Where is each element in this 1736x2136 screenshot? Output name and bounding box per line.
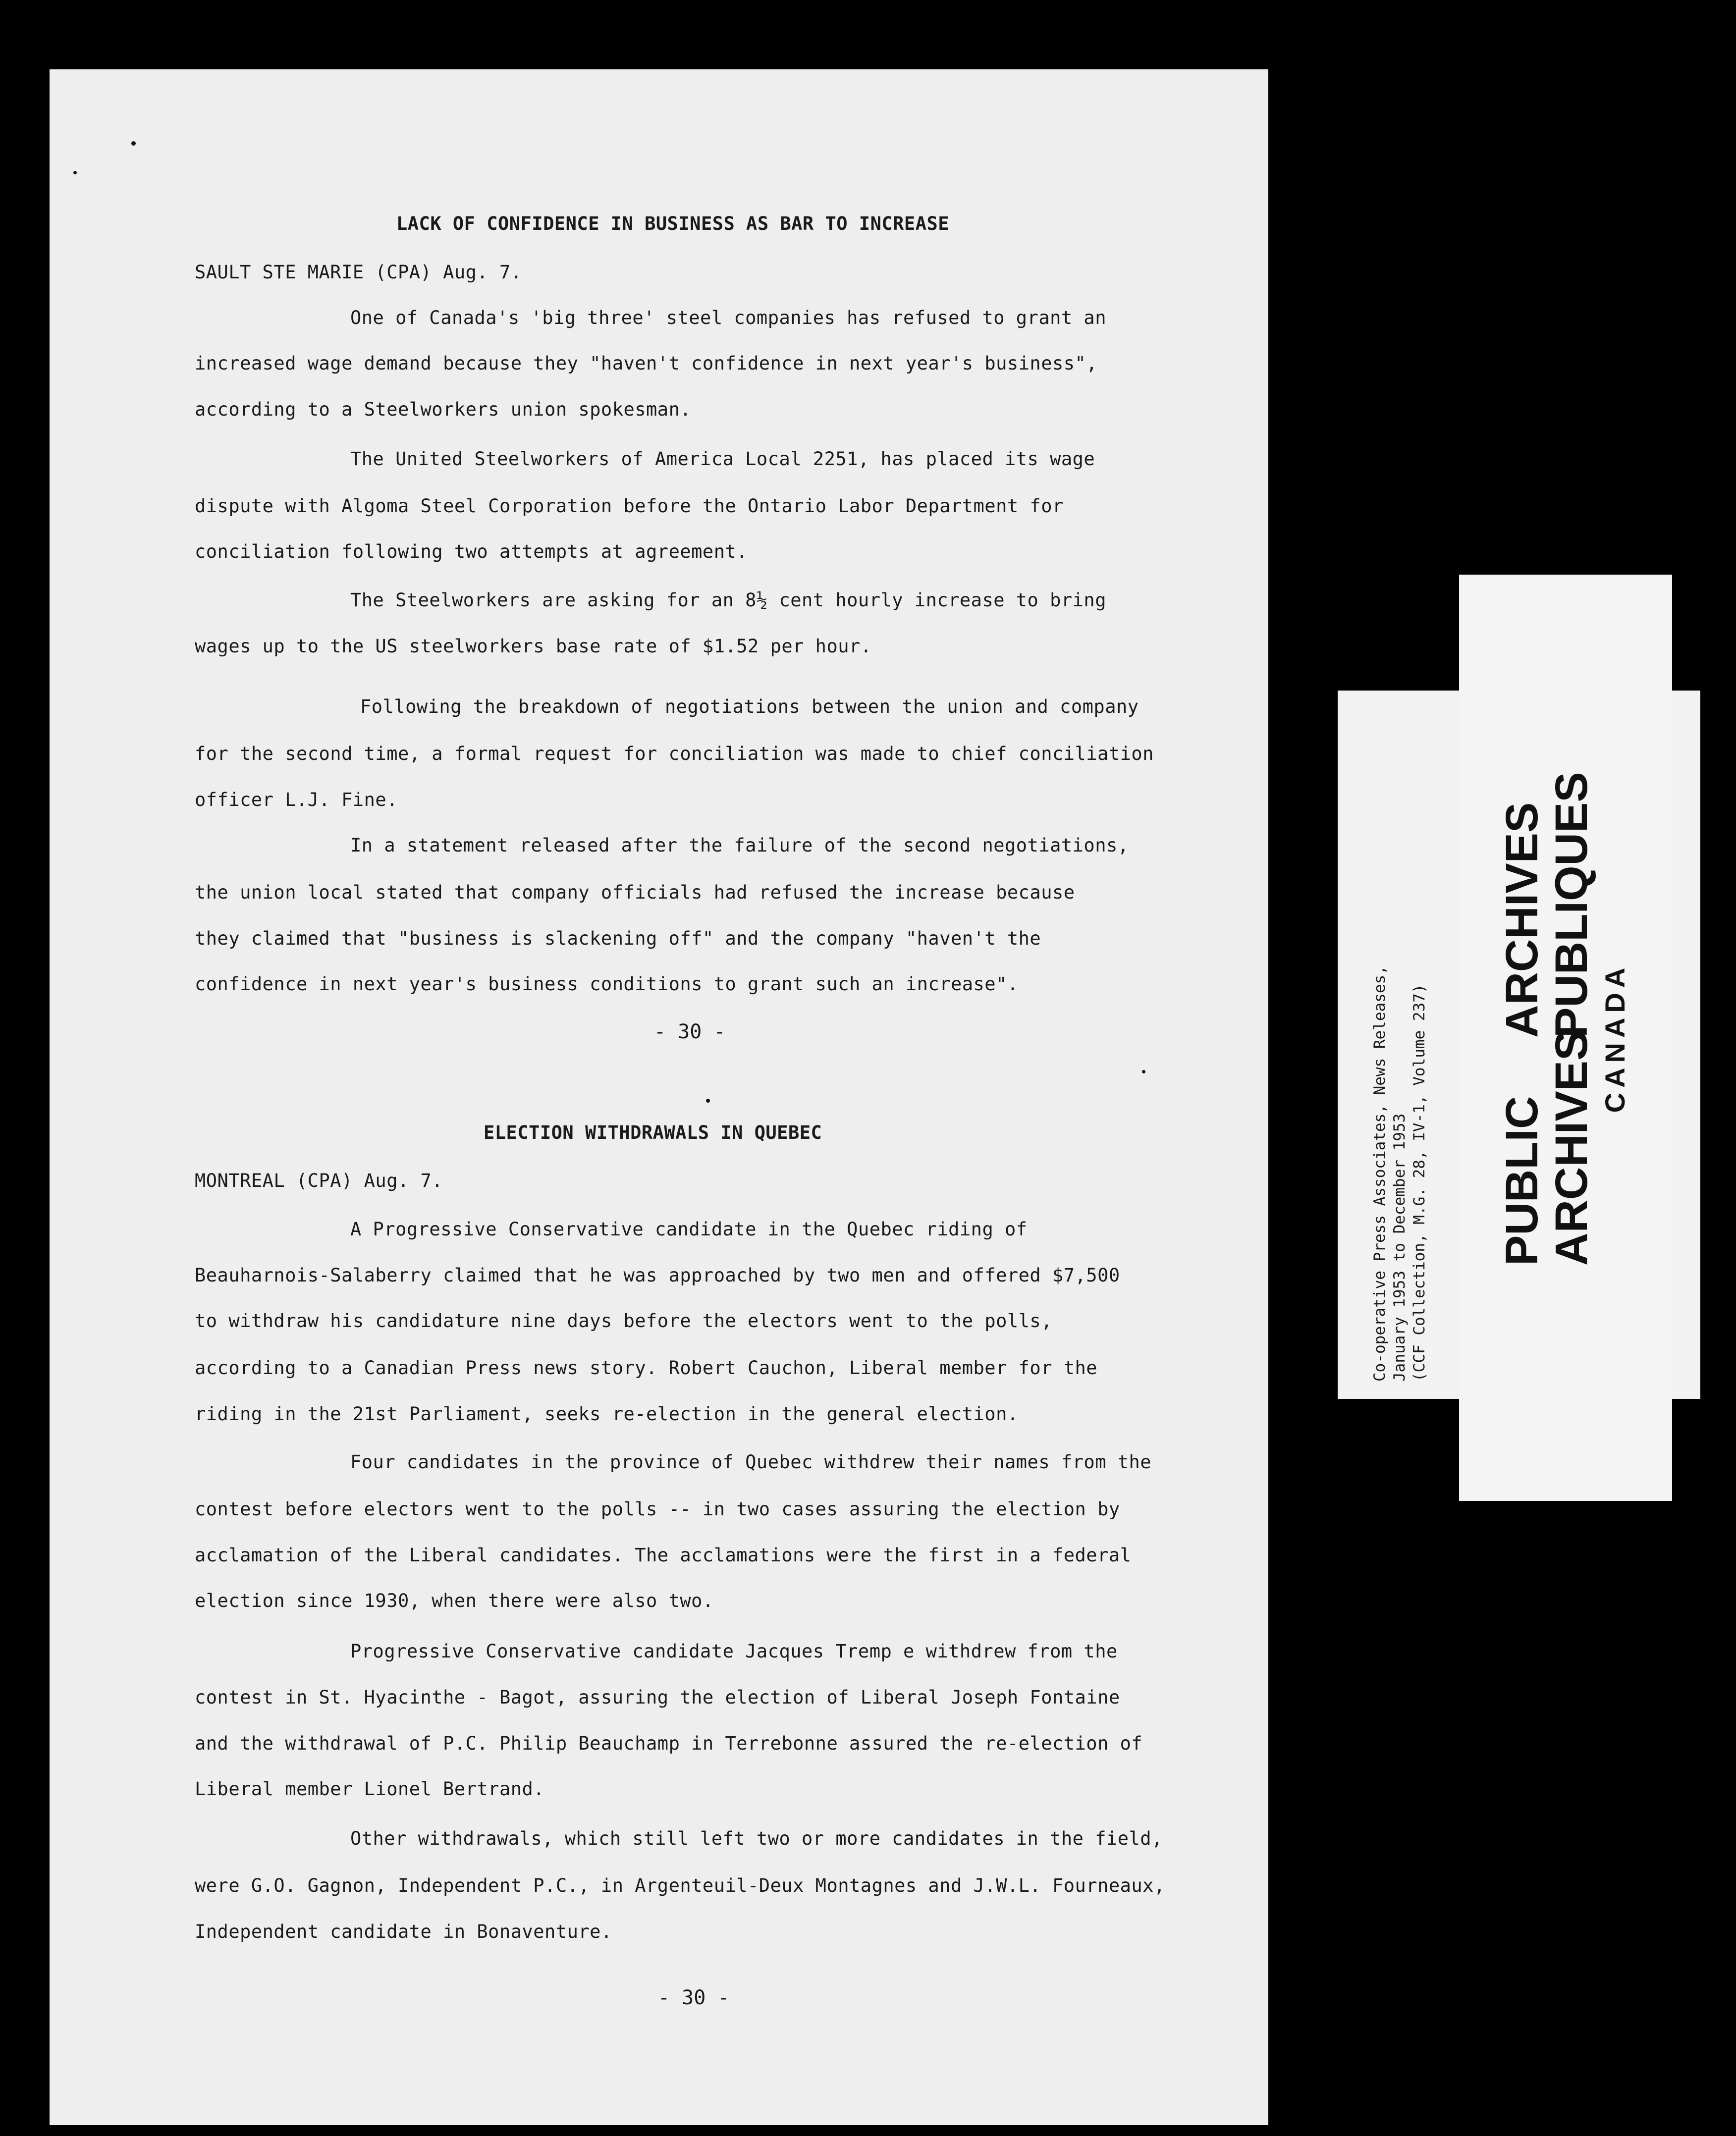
- article2-headline: ELECTION WITHDRAWALS IN QUEBEC: [484, 1122, 822, 1143]
- archive-note-line: January 1953 to December 1953: [1391, 1113, 1409, 1382]
- article1-line: officer L.J. Fine.: [195, 789, 398, 810]
- article1-line: One of Canada's 'big three' steel companies has refused to grant an: [350, 307, 1106, 328]
- stamp-country: CANADA: [1599, 962, 1630, 1113]
- article2-line: Independent candidate in Bonaventure.: [195, 1921, 612, 1942]
- article2-line: riding in the 21st Parliament, seeks re-election in the general election.: [195, 1403, 1019, 1425]
- article2-line: Beauharnois-Salaberry claimed that he was approached by two men and offered $7,500: [195, 1265, 1120, 1286]
- article2-line: to withdraw his candidature nine days before the electors went to the polls,: [195, 1310, 1052, 1332]
- article2-line: were G.O. Gagnon, Independent P.C., in Argenteuil-Deux Montagnes and J.W.L. Fourneaux,: [195, 1875, 1165, 1896]
- archive-note-line: Co-operative Press Associates, News Releases,: [1371, 965, 1389, 1382]
- article2-line: acclamation of the Liberal candidates. The acclamations were the first in a federal: [195, 1545, 1132, 1566]
- article1-line: The United Steelworkers of America Local 2251, has placed its wage: [350, 448, 1095, 470]
- article1-line: wages up to the US steelworkers base rate of $1.52 per hour.: [195, 636, 872, 657]
- article1-line: The Steelworkers are asking for an 8½ cent hourly increase to bring: [350, 589, 1106, 611]
- article1-line: confidence in next year's business conditions to grant such an increase".: [195, 973, 1019, 995]
- paper-speck: [73, 171, 77, 174]
- archive-source-label: [1338, 691, 1462, 1399]
- article2-dateline: MONTREAL (CPA) Aug. 7.: [195, 1170, 443, 1191]
- paper-speck: [706, 1099, 710, 1103]
- article1-dateline: SAULT STE MARIE (CPA) Aug. 7.: [195, 262, 522, 283]
- article1-line: Following the breakdown of negotiations between the union and company: [360, 696, 1139, 717]
- article1-line: for the second time, a formal request for conciliation was made to chief conciliation: [195, 743, 1154, 764]
- public-archives-stamp: [1459, 575, 1672, 1501]
- stamp-word: PUBLIQUES: [1546, 772, 1597, 1038]
- stamp-word: PUBLIC: [1497, 1096, 1547, 1266]
- archive-note-line: (CCF Collection, M.G. 28, IV-1, Volume 237): [1410, 984, 1428, 1382]
- article1-line: increased wage demand because they "haven't confidence in next year's business",: [195, 353, 1098, 374]
- article2-line: and the withdrawal of P.C. Philip Beauchamp in Terrebonne assured the re-election of: [195, 1733, 1143, 1754]
- article1-headline: LACK OF CONFIDENCE IN BUSINESS AS BAR TO INCREASE: [396, 213, 950, 234]
- article2-line: A Progressive Conservative candidate in the Quebec riding of: [350, 1219, 1028, 1240]
- article1-line: according to a Steelworkers union spokesman.: [195, 399, 692, 420]
- paper-speck: [1142, 1070, 1145, 1073]
- article2-page-number: - 30 -: [658, 1986, 730, 2009]
- article1-line: In a statement released after the failure of the second negotiations,: [350, 835, 1129, 856]
- stamp-word: ARCHIVES: [1497, 802, 1547, 1038]
- article2-line: according to a Canadian Press news story. Robert Cauchon, Liberal member for the: [195, 1357, 1098, 1379]
- article2-line: Progressive Conservative candidate Jacques Tremp e withdrew from the: [350, 1641, 1118, 1662]
- article1-page-number: - 30 -: [654, 1020, 726, 1043]
- article2-line: election since 1930, when there were also two.: [195, 1590, 714, 1611]
- article2-line: contest before electors went to the polls -- in two cases assuring the election by: [195, 1498, 1120, 1520]
- document-page: [50, 69, 1268, 2125]
- article1-line: they claimed that "business is slackening off" and the company "haven't the: [195, 928, 1041, 949]
- article2-line: Liberal member Lionel Bertrand.: [195, 1778, 545, 1800]
- paper-speck: [131, 141, 136, 146]
- article1-line: conciliation following two attempts at agreement.: [195, 541, 748, 562]
- article1-line: the union local stated that company officials had refused the increase because: [195, 882, 1075, 903]
- article1-line: dispute with Algoma Steel Corporation before the Ontario Labor Department for: [195, 495, 1064, 517]
- stamp-word: ARCHIVES: [1546, 1030, 1597, 1266]
- label-edge: [1670, 691, 1700, 1399]
- article2-line: contest in St. Hyacinthe - Bagot, assuring the election of Liberal Joseph Fontaine: [195, 1687, 1120, 1708]
- article2-line: Four candidates in the province of Quebec withdrew their names from the: [350, 1451, 1152, 1473]
- article2-line: Other withdrawals, which still left two or more candidates in the field,: [350, 1828, 1163, 1849]
